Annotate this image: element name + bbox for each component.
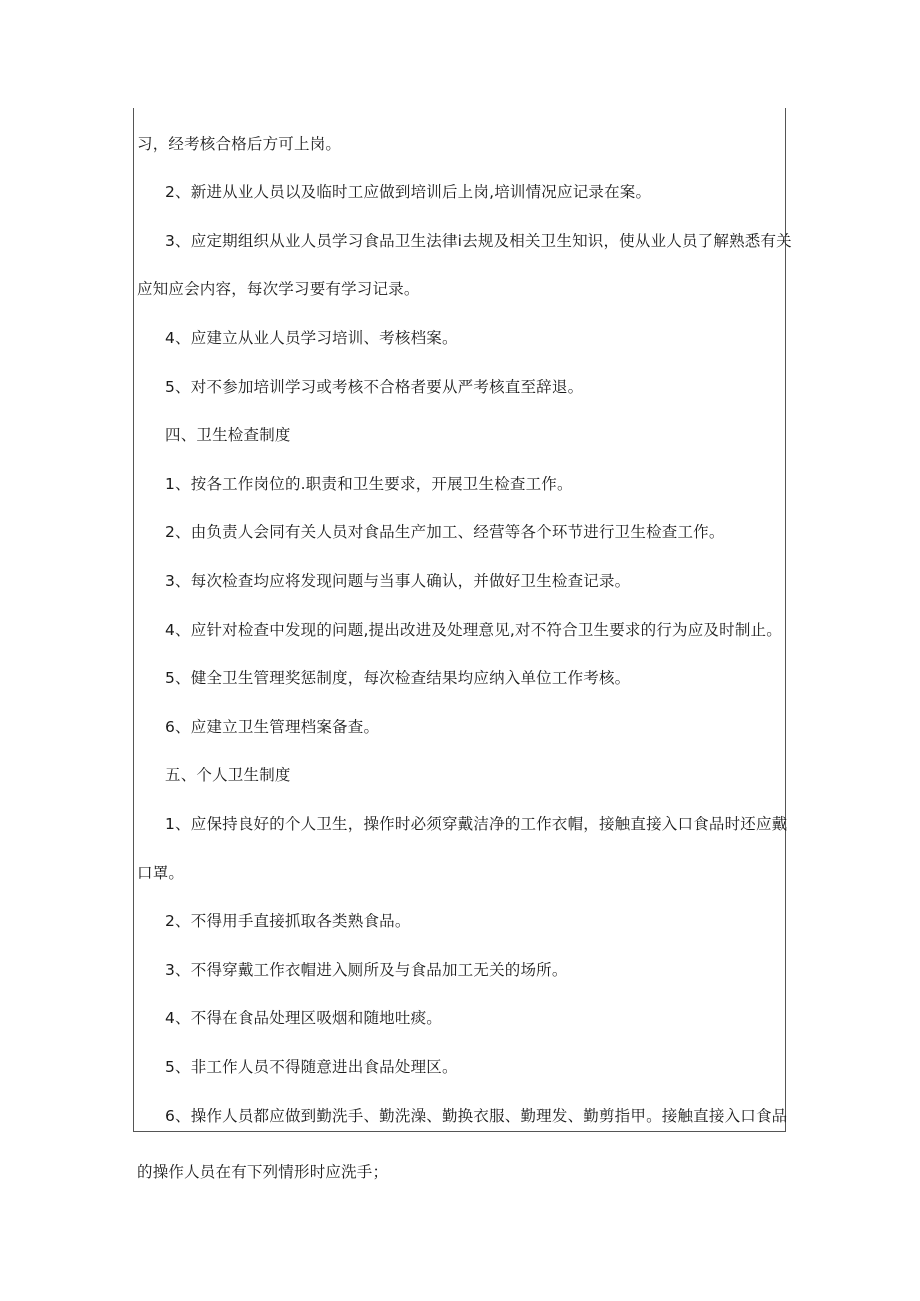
text-line: 4、应建立从业人员学习培训、考核档案。 xyxy=(165,329,458,347)
text-line: 口罩。 xyxy=(137,864,185,882)
text-line: 6、应建立卫生管理档案备查。 xyxy=(165,718,380,736)
text-line: 4、不得在食品处理区吸烟和随地吐痰。 xyxy=(165,1009,442,1027)
text-line: 4、应针对检查中发现的问题,提出改进及处理意见,对不符合卫生要求的行为应及时制止。 xyxy=(165,621,782,639)
text-line: 5、健全卫生管理奖惩制度，每次检查结果均应纳入单位工作考核。 xyxy=(165,669,631,687)
text-line: 5、非工作人员不得随意进出食品处理区。 xyxy=(165,1058,458,1076)
text-line: 2、不得用手直接抓取各类熟食品。 xyxy=(165,912,411,930)
section-heading: 五、个人卫生制度 xyxy=(165,766,291,784)
section-heading: 四、卫生检查制度 xyxy=(165,426,291,444)
text-line: 6、操作人员都应做到勤洗手、勤洗澡、勤换衣服、勤理发、勤剪指甲。接触直接入口食品 xyxy=(165,1107,788,1125)
text-line: 应知应会内容，每次学习要有学习记录。 xyxy=(137,280,420,298)
text-line: 2、新进从业人员以及临时工应做到培训后上岗,培训情况应记录在案。 xyxy=(165,183,652,201)
text-line: 3、每次检查均应将发现问题与当事人确认，并做好卫生检查记录。 xyxy=(165,572,631,590)
text-line: 3、应定期组织从业人员学习食品卫生法律i去规及相关卫生知识，使从业人员了解熟悉有关 xyxy=(165,232,792,250)
text-line: 5、对不参加培训学习或考核不合格者要从严考核直至辞退。 xyxy=(165,378,584,396)
text-line: 习，经考核合格后方可上岗。 xyxy=(137,135,342,153)
text-line: 2、由负责人会同有关人员对食品生产加工、经营等各个环节进行卫生检查工作。 xyxy=(165,523,725,541)
text-line: 3、不得穿戴工作衣帽进入厕所及与食品加工无关的场所。 xyxy=(165,961,568,979)
text-line: 1、应保持良好的个人卫生，操作时必须穿戴洁净的工作衣帽，接触直接入口食品时还应戴 xyxy=(165,815,788,833)
text-line: 1、按各工作岗位的.职责和卫生要求，开展卫生检查工作。 xyxy=(165,475,573,493)
text-line: 的操作人员在有下列情形时应洗手； xyxy=(137,1163,389,1181)
